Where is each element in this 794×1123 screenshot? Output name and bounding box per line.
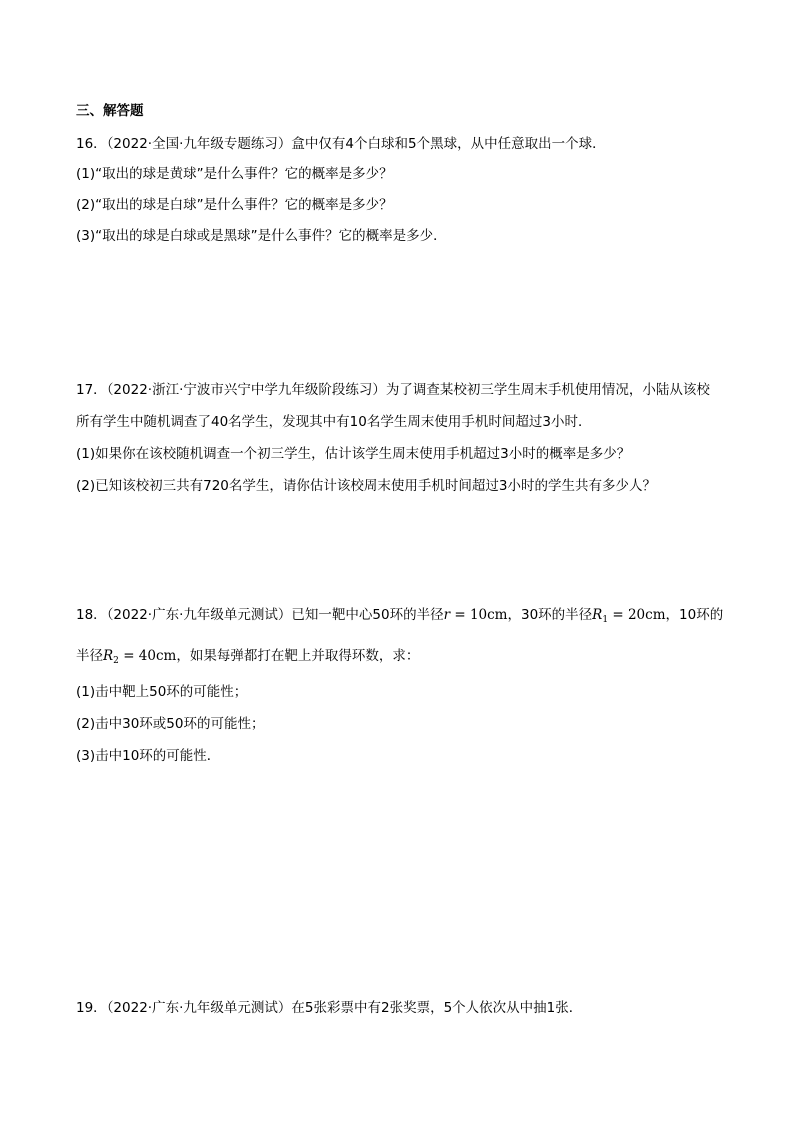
- question-number: 17．: [76, 382, 107, 398]
- question-17-part-2: (2)已知该校初三共有720名学生，请你估计该校周末使用手机时间超过3小时的学生共有多少人？: [76, 478, 656, 494]
- math-r1-equation: $R_1 = 20cm$: [592, 607, 666, 625]
- question-16-part-1: (1)“取出的球是黄球”是什么事件？它的概率是多少？: [76, 166, 393, 182]
- question-text: 已知一靶中心50环的半径: [291, 607, 444, 623]
- question-18-stem-line-1: 18．（2022·广东·九年级单元测试）已知一靶中心50环的半径r = 10cm，30环的半径$R_1 = 20cm$，10环的: [76, 607, 724, 625]
- question-18-stem-line-2: 半径$R_2 = 40cm$，如果每弹都打在靶上并取得环数，求：: [76, 648, 420, 666]
- question-16-part-3: (3)“取出的球是白球或是黑球”是什么事件？它的概率是多少．: [76, 228, 447, 244]
- question-number: 16．: [76, 136, 107, 152]
- section-title: 三、解答题: [76, 103, 144, 119]
- question-18-part-1: (1)击中靶上50环的可能性；: [76, 684, 248, 700]
- question-18-part-2: (2)击中30环或50环的可能性；: [76, 716, 265, 732]
- math-r2-equation: $R_2 = 40cm$: [103, 648, 177, 666]
- question-text: 盒中仅有4个白球和5个黑球，从中任意取出一个球．: [291, 136, 606, 152]
- question-source: （2022·广东·九年级单元测试）: [106, 607, 292, 623]
- question-18-part-3: (3)击中10环的可能性．: [76, 748, 221, 764]
- question-source: （2022·广东·九年级单元测试）: [106, 1000, 292, 1016]
- question-17-part-1: (1)如果你在该校随机调查一个初三学生，估计该学生周末使用手机超过3小时的概率是多少？: [76, 446, 631, 462]
- question-number: 19．: [76, 1000, 107, 1016]
- question-text: 在5张彩票中有2张奖票，5个人依次从中抽1张．: [291, 1000, 583, 1016]
- question-17-stem-line-1: [76, 380, 710, 400]
- question-17-stem-line-2: 所有学生中随机调查了40名学生，发现其中有10名学生周末使用手机时间超过3小时．: [76, 414, 592, 430]
- question-16-part-2: (2)“取出的球是白球”是什么事件？它的概率是多少？: [76, 197, 393, 213]
- math-r-equation: r = 10cm: [443, 607, 508, 623]
- question-source: （2022·浙江·宁波市兴宁中学九年级阶段练习）: [106, 382, 386, 398]
- question-source: （2022·全国·九年级专题练习）: [106, 136, 292, 152]
- question-text: 为了调查某校初三学生周末手机使用情况，小陆从该校: [385, 382, 710, 398]
- question-19-stem: [76, 998, 582, 1018]
- question-number: 18．: [76, 607, 107, 623]
- question-16-stem: [76, 134, 606, 154]
